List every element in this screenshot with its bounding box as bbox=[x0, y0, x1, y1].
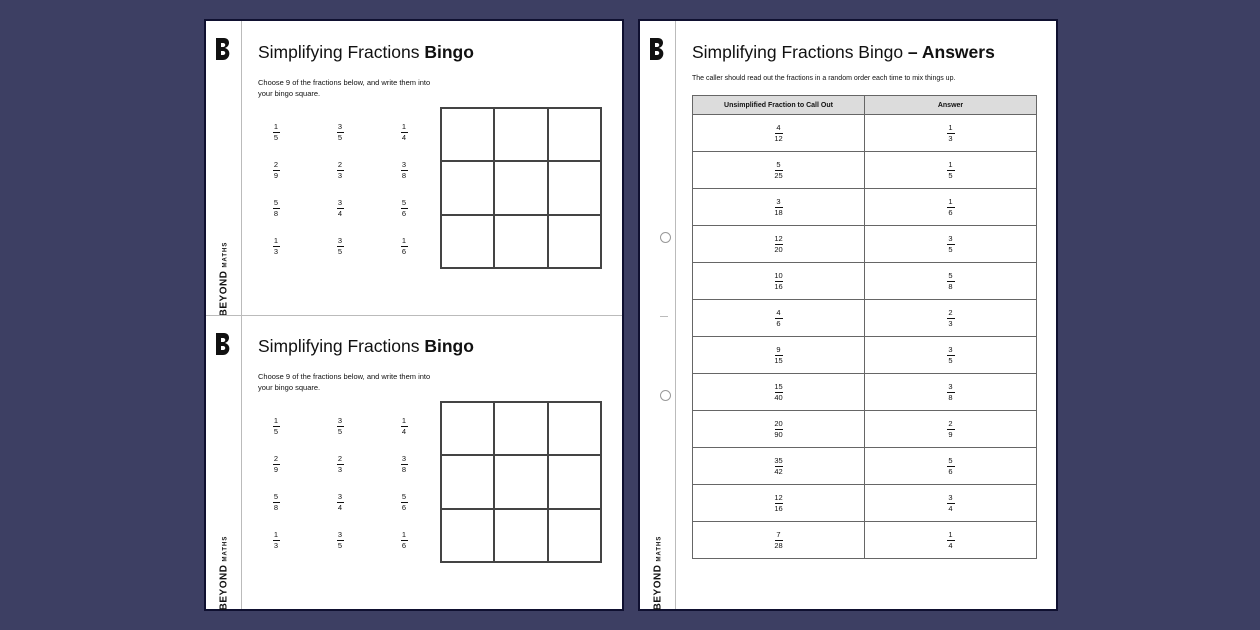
column-header-answer: Answer bbox=[865, 96, 1037, 115]
question-cell bbox=[693, 115, 865, 152]
denominator: 5 bbox=[337, 541, 343, 550]
beyond-logo-icon bbox=[647, 36, 667, 62]
numerator: 5 bbox=[948, 455, 953, 465]
numerator: 5 bbox=[948, 270, 953, 280]
answer-cell bbox=[865, 522, 1037, 559]
fraction bbox=[268, 493, 284, 512]
bingo-cell[interactable] bbox=[548, 509, 601, 562]
table-row bbox=[693, 300, 1037, 337]
fraction bbox=[947, 272, 955, 291]
numerator: 12 bbox=[774, 233, 783, 243]
bingo-cell[interactable] bbox=[494, 455, 547, 508]
numerator: 3 bbox=[401, 454, 407, 463]
denominator: 9 bbox=[273, 171, 279, 180]
brand-strip bbox=[640, 21, 676, 609]
fraction bbox=[947, 346, 955, 365]
table-row bbox=[693, 337, 1037, 374]
numerator: 5 bbox=[401, 198, 407, 207]
fraction bbox=[947, 198, 955, 217]
bingo-grid bbox=[440, 401, 602, 563]
fraction bbox=[774, 420, 782, 439]
fraction bbox=[396, 417, 412, 436]
denominator: 5 bbox=[273, 427, 279, 436]
fraction bbox=[396, 237, 412, 256]
bingo-cell[interactable] bbox=[494, 402, 547, 455]
answer-cell bbox=[865, 189, 1037, 226]
question-cell bbox=[693, 374, 865, 411]
numerator: 3 bbox=[776, 196, 781, 206]
answer-cell bbox=[865, 226, 1037, 263]
bingo-cell[interactable] bbox=[548, 108, 601, 161]
numerator: 7 bbox=[776, 529, 781, 539]
denominator: 18 bbox=[774, 207, 783, 217]
fraction bbox=[396, 199, 412, 218]
fraction bbox=[947, 309, 955, 328]
table-row bbox=[693, 226, 1037, 263]
table-row bbox=[693, 189, 1037, 226]
bingo-cell[interactable] bbox=[441, 108, 494, 161]
fraction bbox=[268, 531, 284, 550]
denominator: 8 bbox=[401, 465, 407, 474]
column-header-question: Unsimplified Fraction to Call Out bbox=[693, 96, 865, 115]
denominator: 6 bbox=[401, 541, 407, 550]
question-cell bbox=[693, 485, 865, 522]
numerator: 1 bbox=[273, 122, 279, 131]
numerator: 9 bbox=[776, 344, 781, 354]
answer-cell bbox=[865, 448, 1037, 485]
numerator: 3 bbox=[948, 344, 953, 354]
question-cell bbox=[693, 337, 865, 374]
fraction bbox=[268, 161, 284, 180]
numerator: 20 bbox=[774, 418, 783, 428]
question-cell bbox=[693, 263, 865, 300]
fraction bbox=[332, 123, 348, 142]
denominator: 28 bbox=[774, 540, 783, 550]
brand-label: BEYONDMATHS bbox=[652, 535, 664, 611]
answers-table-body bbox=[693, 115, 1037, 559]
fraction bbox=[268, 123, 284, 142]
fraction bbox=[947, 161, 955, 180]
denominator: 8 bbox=[273, 209, 279, 218]
fraction bbox=[947, 383, 955, 402]
fraction bbox=[268, 237, 284, 256]
numerator: 1 bbox=[401, 416, 407, 425]
bingo-cell[interactable] bbox=[548, 455, 601, 508]
denominator: 12 bbox=[774, 133, 783, 143]
denominator: 5 bbox=[337, 427, 343, 436]
numerator: 1 bbox=[273, 236, 279, 245]
denominator: 5 bbox=[948, 170, 953, 180]
numerator: 4 bbox=[776, 122, 781, 132]
answers-table bbox=[692, 95, 1037, 559]
numerator: 3 bbox=[948, 381, 953, 391]
fraction bbox=[947, 494, 955, 513]
worksheet-instructions: Choose 9 of the fractions below, and write them into your bingo square. bbox=[258, 78, 431, 98]
numerator: 12 bbox=[774, 492, 783, 502]
fraction bbox=[332, 531, 348, 550]
bingo-cell[interactable] bbox=[494, 161, 547, 214]
fraction bbox=[332, 161, 348, 180]
denominator: 3 bbox=[273, 541, 279, 550]
numerator: 3 bbox=[948, 492, 953, 502]
numerator: 2 bbox=[273, 454, 279, 463]
denominator: 4 bbox=[337, 503, 343, 512]
fraction bbox=[332, 455, 348, 474]
fraction bbox=[332, 493, 348, 512]
answer-cell bbox=[865, 337, 1037, 374]
answers-title: Simplifying Fractions Bingo – Answers bbox=[692, 42, 995, 62]
fraction bbox=[947, 235, 955, 254]
fraction bbox=[947, 457, 955, 476]
denominator: 5 bbox=[337, 247, 343, 256]
brand-label-top: BEYONDMATHS bbox=[218, 241, 230, 317]
denominator: 6 bbox=[401, 503, 407, 512]
question-cell bbox=[693, 522, 865, 559]
question-cell bbox=[693, 226, 865, 263]
denominator: 5 bbox=[948, 355, 953, 365]
numerator: 5 bbox=[776, 159, 781, 169]
table-row bbox=[693, 374, 1037, 411]
numerator: 1 bbox=[273, 530, 279, 539]
bingo-cell[interactable] bbox=[441, 161, 494, 214]
punch-hole-icon bbox=[660, 232, 671, 243]
denominator: 3 bbox=[337, 171, 343, 180]
answer-cell bbox=[865, 263, 1037, 300]
numerator: 3 bbox=[337, 530, 343, 539]
fraction bbox=[775, 309, 783, 328]
fraction bbox=[268, 199, 284, 218]
cut-line bbox=[206, 315, 622, 316]
fraction bbox=[396, 493, 412, 512]
fraction bbox=[396, 531, 412, 550]
bingo-cell[interactable] bbox=[548, 215, 601, 268]
fraction bbox=[774, 272, 782, 291]
table-row bbox=[693, 152, 1037, 189]
numerator: 1 bbox=[948, 159, 953, 169]
denominator: 9 bbox=[948, 429, 953, 439]
numerator: 15 bbox=[774, 381, 783, 391]
brand-label-bottom: BEYONDMATHS bbox=[218, 535, 230, 611]
table-row bbox=[693, 448, 1037, 485]
denominator: 6 bbox=[401, 247, 407, 256]
denominator: 8 bbox=[948, 392, 953, 402]
denominator: 8 bbox=[948, 281, 953, 291]
numerator: 5 bbox=[401, 492, 407, 501]
denominator: 16 bbox=[774, 281, 783, 291]
fraction bbox=[774, 531, 782, 550]
numerator: 5 bbox=[273, 492, 279, 501]
bingo-cell[interactable] bbox=[441, 215, 494, 268]
fraction bbox=[774, 124, 782, 143]
denominator: 90 bbox=[774, 429, 783, 439]
fold-mark bbox=[660, 316, 668, 317]
denominator: 6 bbox=[401, 209, 407, 218]
numerator: 1 bbox=[948, 529, 953, 539]
numerator: 3 bbox=[337, 198, 343, 207]
numerator: 1 bbox=[948, 196, 953, 206]
answer-cell bbox=[865, 115, 1037, 152]
worksheet-instructions: Choose 9 of the fractions below, and write them into your bingo square. bbox=[258, 372, 431, 392]
bingo-cell[interactable] bbox=[548, 161, 601, 214]
punch-hole-icon bbox=[660, 390, 671, 401]
numerator: 10 bbox=[774, 270, 783, 280]
table-row bbox=[693, 485, 1037, 522]
fraction bbox=[774, 235, 782, 254]
fraction bbox=[268, 417, 284, 436]
bingo-cell[interactable] bbox=[494, 215, 547, 268]
denominator: 4 bbox=[401, 427, 407, 436]
table-row bbox=[693, 263, 1037, 300]
fraction bbox=[332, 417, 348, 436]
denominator: 4 bbox=[948, 503, 953, 513]
fraction bbox=[396, 161, 412, 180]
numerator: 1 bbox=[401, 530, 407, 539]
denominator: 3 bbox=[337, 465, 343, 474]
bingo-cell[interactable] bbox=[441, 455, 494, 508]
fraction bbox=[774, 494, 782, 513]
worksheet-title: Simplifying Fractions Bingo bbox=[258, 42, 474, 62]
numerator: 1 bbox=[401, 122, 407, 131]
question-cell bbox=[693, 411, 865, 448]
numerator: 35 bbox=[774, 455, 783, 465]
fraction bbox=[947, 124, 955, 143]
worksheet-page bbox=[204, 19, 624, 611]
numerator: 1 bbox=[401, 236, 407, 245]
fraction bbox=[774, 346, 782, 365]
denominator: 16 bbox=[774, 503, 783, 513]
numerator: 2 bbox=[337, 454, 343, 463]
numerator: 4 bbox=[776, 307, 781, 317]
fraction bbox=[396, 123, 412, 142]
denominator: 4 bbox=[337, 209, 343, 218]
denominator: 4 bbox=[948, 540, 953, 550]
fraction bbox=[774, 161, 782, 180]
fraction bbox=[947, 531, 955, 550]
denominator: 5 bbox=[948, 244, 953, 254]
bingo-grid bbox=[440, 107, 602, 269]
bingo-cell[interactable] bbox=[548, 402, 601, 455]
numerator: 2 bbox=[948, 418, 953, 428]
fraction bbox=[332, 199, 348, 218]
question-cell bbox=[693, 448, 865, 485]
answer-cell bbox=[865, 485, 1037, 522]
fraction bbox=[396, 455, 412, 474]
bingo-cell[interactable] bbox=[494, 108, 547, 161]
denominator: 5 bbox=[337, 133, 343, 142]
answers-page bbox=[638, 19, 1058, 611]
worksheet-title: Simplifying Fractions Bingo bbox=[258, 336, 474, 356]
denominator: 6 bbox=[948, 466, 953, 476]
question-cell bbox=[693, 300, 865, 337]
fraction bbox=[774, 383, 782, 402]
fraction bbox=[774, 457, 782, 476]
beyond-logo-icon bbox=[213, 331, 233, 357]
denominator: 3 bbox=[273, 247, 279, 256]
bingo-cell[interactable] bbox=[441, 509, 494, 562]
fraction bbox=[947, 420, 955, 439]
numerator: 2 bbox=[337, 160, 343, 169]
denominator: 4 bbox=[401, 133, 407, 142]
question-cell bbox=[693, 152, 865, 189]
denominator: 8 bbox=[273, 503, 279, 512]
bingo-cell[interactable] bbox=[494, 509, 547, 562]
numerator: 2 bbox=[273, 160, 279, 169]
denominator: 3 bbox=[948, 318, 953, 328]
numerator: 3 bbox=[401, 160, 407, 169]
denominator: 25 bbox=[774, 170, 783, 180]
denominator: 15 bbox=[774, 355, 783, 365]
fraction bbox=[268, 455, 284, 474]
table-row bbox=[693, 522, 1037, 559]
numerator: 1 bbox=[273, 416, 279, 425]
bingo-cell[interactable] bbox=[441, 402, 494, 455]
denominator: 8 bbox=[401, 171, 407, 180]
fraction bbox=[332, 237, 348, 256]
answer-cell bbox=[865, 374, 1037, 411]
numerator: 3 bbox=[337, 492, 343, 501]
numerator: 2 bbox=[948, 307, 953, 317]
answer-cell bbox=[865, 152, 1037, 189]
table-row bbox=[693, 411, 1037, 448]
denominator: 6 bbox=[776, 318, 781, 328]
denominator: 42 bbox=[774, 466, 783, 476]
numerator: 3 bbox=[948, 233, 953, 243]
numerator: 3 bbox=[337, 122, 343, 131]
numerator: 5 bbox=[273, 198, 279, 207]
numerator: 3 bbox=[337, 416, 343, 425]
numerator: 1 bbox=[948, 122, 953, 132]
numerator: 3 bbox=[337, 236, 343, 245]
denominator: 6 bbox=[948, 207, 953, 217]
caller-note: The caller should read out the fractions in a random order each time to mix things up. bbox=[692, 75, 956, 82]
table-header-row bbox=[693, 96, 1037, 115]
question-cell bbox=[693, 189, 865, 226]
denominator: 3 bbox=[948, 133, 953, 143]
denominator: 40 bbox=[774, 392, 783, 402]
table-row bbox=[693, 115, 1037, 152]
denominator: 9 bbox=[273, 465, 279, 474]
beyond-logo-icon bbox=[213, 36, 233, 62]
answer-cell bbox=[865, 411, 1037, 448]
fraction bbox=[774, 198, 782, 217]
answer-cell bbox=[865, 300, 1037, 337]
denominator: 20 bbox=[774, 244, 783, 254]
denominator: 5 bbox=[273, 133, 279, 142]
